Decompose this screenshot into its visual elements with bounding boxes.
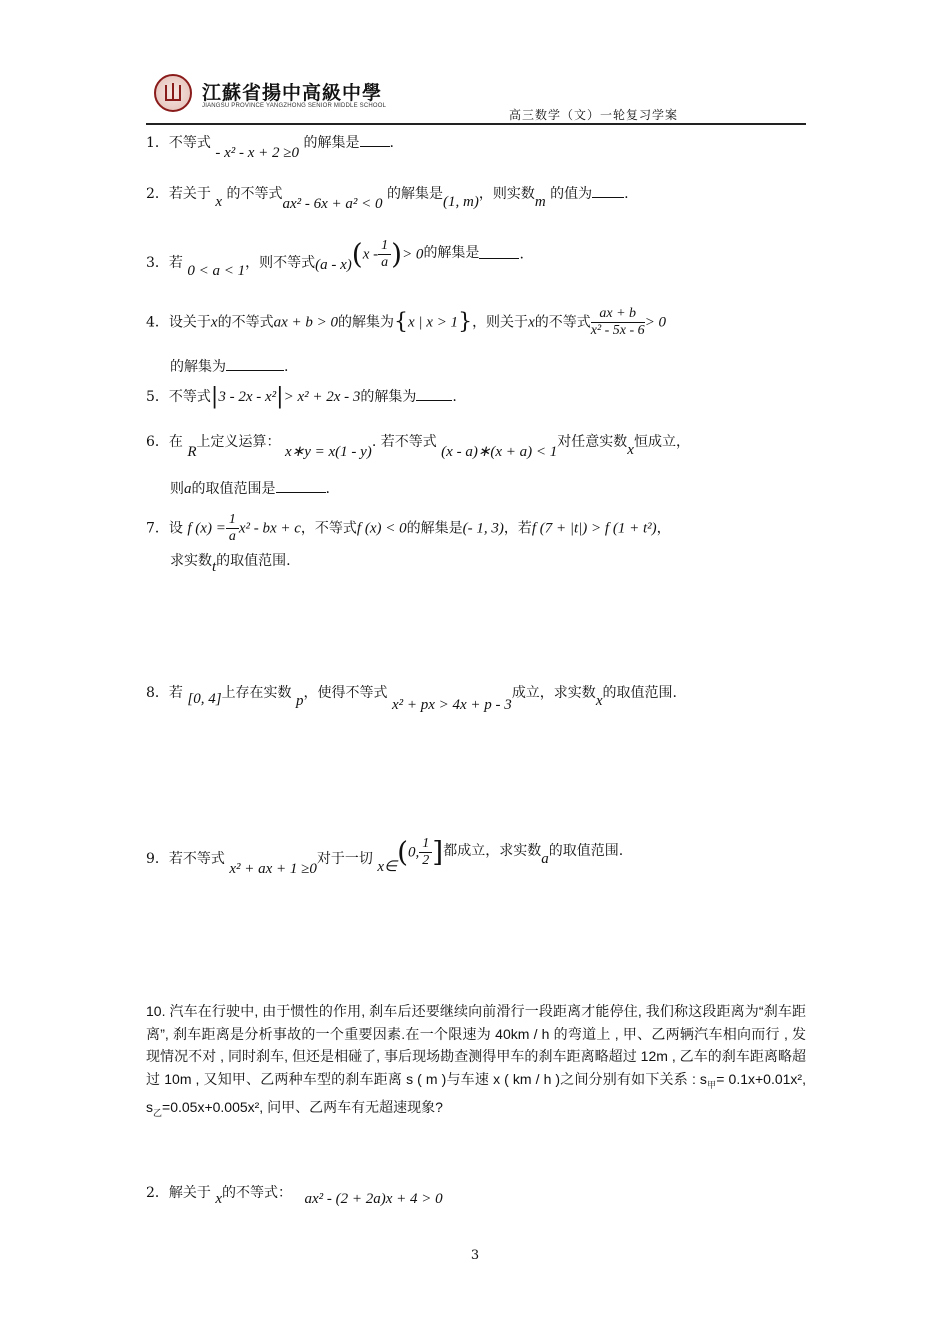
question-1: 1．不等式 - x² - x + 2 ≥0 的解集是 . [146, 132, 806, 154]
answer-blank [360, 132, 390, 147]
q8-expression: x² + px > 4x + p - 3 [391, 697, 512, 713]
q9-expression: x² + ax + 1 ≥0 [229, 860, 317, 877]
q9-fraction: $\frac{1}{2}$ [419, 836, 432, 869]
answer-blank [592, 183, 624, 198]
answer-blank [479, 244, 519, 259]
school-logo-icon [154, 74, 192, 112]
question-5: 5．不等式|3 - 2x - x²|> x² + 2x - 3的解集为 . [146, 384, 457, 409]
question-2: 2．若关于 x 的不等式ax² - 6x + a² < 0 的解集是(1, m)，则实数m 的值为 . [146, 183, 806, 205]
question-extra-2: 2．解关于 x的不等式： ax² - (2 + 2a)x + 4 > 0 [146, 1185, 443, 1207]
answer-blank [226, 356, 284, 371]
q11-expression: ax² - (2 + 2a)x + 4 > 0 [304, 1191, 443, 1207]
question-4: 4．设关于x的不等式ax + b > 0的解集为{x | x > 1}，则关于x的不等式 $\frac{ax + b}{\text{x² - 5x - 6}}$ > 0 [146, 306, 667, 338]
page-header [146, 70, 806, 126]
q7-fraction: $\frac{1}{a}$ [226, 512, 239, 545]
q4-fraction: $\frac{ax + b}{\text{x² - 5x - 6}}$ [590, 306, 645, 338]
question-9: 9．若不等式 x² + ax + 1 ≥0对于一切 x∈(0, $\frac{1}{2}$ ]都成立，求实数a的取值范围. [146, 835, 624, 877]
answer-blank [416, 386, 452, 401]
page-number: 3 [470, 1248, 480, 1263]
q7-condition: f (7 + |t|) > f (1 + t²) [531, 520, 657, 537]
school-name-en: JIANGSU PROVINCE YANGZHONG SENIOR MIDDLE SCHOOL [202, 103, 387, 109]
course-title: 高三数学（文）一轮复习学案 [508, 108, 678, 122]
header-rule [146, 123, 806, 125]
q2-expression: ax² - 6x + a² < 0 [282, 196, 383, 212]
question-3: 3．若 0 < a < 1，则不等式(a - x)(x - $\frac{1}{a}$ )> 0的解集是 . [146, 237, 524, 279]
q1-expression: - x² - x + 2 ≥0 [215, 145, 300, 161]
question-4-line2: 的解集为 . [170, 356, 830, 378]
question-6: 6．在 R上定义运算： x∗y = x(1 - y). 若不等式 (x - a)∗(x + a) < 1对任意实数x恒成立， [146, 434, 690, 460]
q6-operation: x∗y = x(1 - y) [285, 444, 372, 460]
question-8: 8．若 [0, 4]上存在实数 p，使得不等式 x² + px > 4x + p - 3成立，求实数x的取值范围. [146, 685, 677, 713]
question-7: 7．设 f (x) = $\frac{1}{a}$ x² - bx + c，不等式f (x) < 0的解集是(- 1, 3)，若f (7 + |t|) > f (1 + t²)， [146, 512, 671, 544]
question-10: 10. 汽车在行驶中, 由于惯性的作用, 刹车后还要继续向前滑行一段距离才能停住, 我们称这段距离为“刹车距离”, 刹车距离是分析事故的一个重要因素.在一个限速为 40km / h 的弯道上 , 甲、乙两辆汽车相向而行 , 发现情况不对 , 同时刹车, 但还是相碰了, 事后现场勘查测得甲车的刹车距离略超过 12m , 乙车的刹车距离略超过 10m , 又知甲、乙两种车型的刹车距离 s ( m )与车速 x ( km / h )之间分别有如下关系 : $s_甲= 0.1x+0.01x^2$, $s_乙=0.05x+0.005x^2$, 问甲、乙两车有无超速现象? [146, 1003, 806, 1118]
question-7-line2: 求实数t的取值范围. [170, 553, 291, 575]
q3-fraction: $\frac{1}{a}$ [378, 238, 391, 271]
question-6-line2: 则a的取值范围是 . [170, 478, 830, 500]
answer-blank [276, 478, 326, 493]
school-name-cn: 江蘇省揚中高級中學 [202, 82, 383, 104]
q6-expression: (x - a)∗(x + a) < 1 [441, 444, 558, 460]
